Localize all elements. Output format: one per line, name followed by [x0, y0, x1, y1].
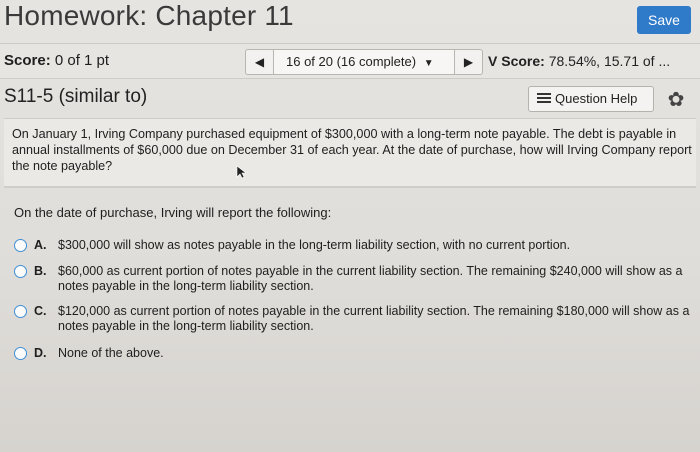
option-text: $120,000 as current portion of notes payable in the current liability section. The remaining $180,000 will show as a notes payable in the long-term liability section.: [58, 304, 690, 333]
option-letter: C.: [34, 304, 47, 318]
save-button[interactable]: Save: [637, 6, 691, 34]
radio-button-a[interactable]: [14, 239, 27, 252]
option-text: $60,000 as current portion of notes payable in the current liability section. The remaining $240,000 will show as a notes payable in the long-term liability section.: [58, 264, 683, 293]
score-value: 0 of 1 pt: [54, 52, 110, 69]
question-help-label: Question Help: [555, 91, 638, 106]
question-header: [0, 80, 700, 118]
score-label: Score:: [4, 52, 51, 69]
question-selector-dropdown[interactable]: [273, 49, 455, 75]
score-bar: [0, 43, 700, 79]
arrow-right-icon: ▶: [463, 55, 474, 69]
chevron-down-icon: ▼: [423, 58, 434, 69]
list-icon: [537, 91, 551, 105]
score-display: [4, 52, 109, 69]
option-text: $300,000 will show as notes payable in the long-term liability section, with no current portion.: [58, 238, 571, 252]
page-title: Homework: Chapter 11: [4, 0, 294, 31]
mouse-cursor-icon: [236, 165, 246, 182]
next-question-button[interactable]: [455, 49, 483, 75]
radio-button-c[interactable]: [14, 305, 27, 318]
radio-button-b[interactable]: [14, 265, 27, 278]
answer-section: [4, 186, 696, 452]
option-letter: D.: [34, 346, 47, 360]
answer-prompt: On the date of purchase, Irving will report the following:: [14, 205, 332, 220]
option-letter: B.: [34, 264, 47, 278]
option-letter: A.: [34, 238, 47, 252]
gear-icon[interactable]: ✿: [667, 89, 685, 111]
question-text: On January 1, Irving Company purchased equipment of $300,000 with a long-term note payable. The debt is payable in annual installments of $60,000 due on December 31 of each year. At the date of purchase, how will Irving Company report the note payable?: [12, 127, 692, 173]
radio-button-d[interactable]: [14, 347, 27, 360]
header: [0, 0, 700, 40]
homework-score-value: 78.54%, 15.71 of ...: [548, 53, 671, 69]
question-help-button[interactable]: [528, 86, 654, 112]
question-id: S11-5 (similar to): [4, 86, 148, 107]
homework-score-label: V Score:: [488, 53, 545, 69]
previous-question-button[interactable]: [245, 49, 273, 75]
option-text: None of the above.: [58, 346, 164, 360]
question-panel: [4, 118, 696, 186]
question-progress: 16 of 20 (16 complete): [286, 54, 417, 69]
arrow-left-icon: ◀: [254, 55, 265, 69]
homework-score: [488, 53, 670, 69]
